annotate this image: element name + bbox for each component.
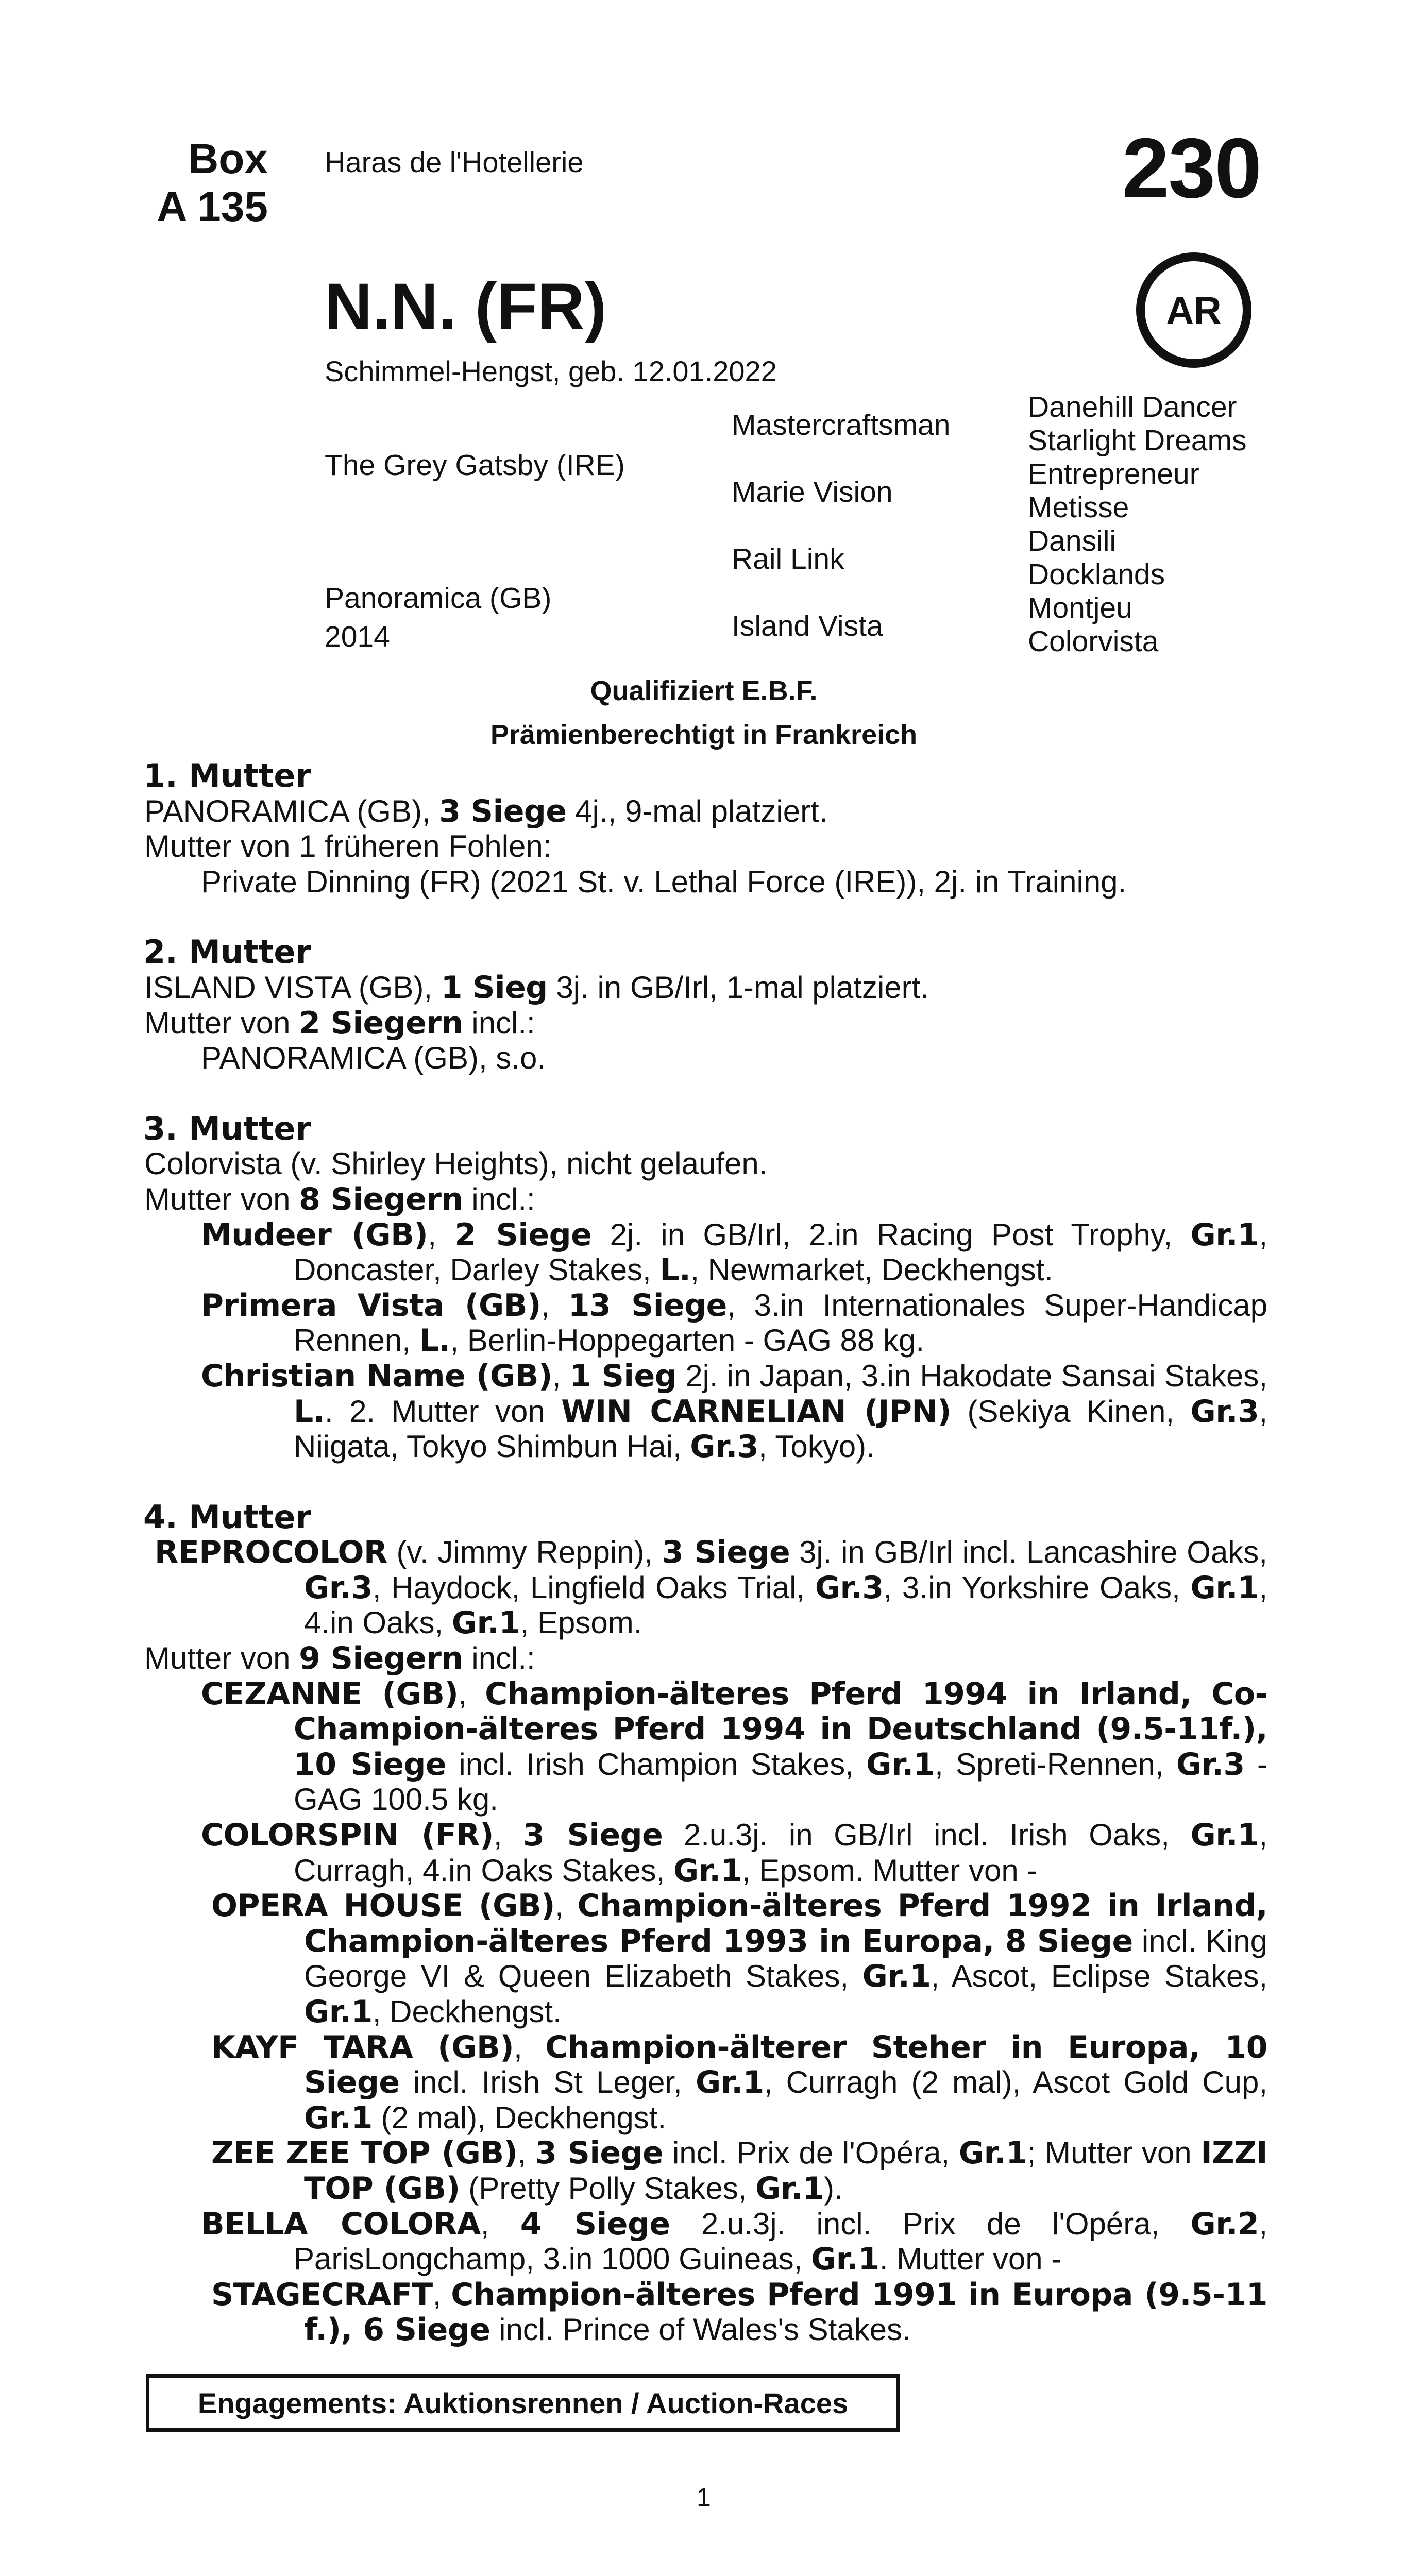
mutter-2-line: ISLAND VISTA (GB), 1 Sieg 3j. in GB/Irl, 1-mal platziert. xyxy=(144,969,929,1006)
pedigree-great-grandparent: Danehill Dancer xyxy=(1028,391,1237,423)
mutter-1-offspring: Private Dinning (FR) (2021 St. v. Lethal Force (IRE)), 2j. in Training. xyxy=(201,864,1127,899)
ar-badge-label: AR xyxy=(1166,289,1222,332)
pedigree-great-grandparent: Entrepreneur xyxy=(1028,457,1199,490)
mutter-4-offspring: BELLA COLORA, 4 Siege 2.u.3j. incl. Prix de l'Opéra, Gr.2, ParisLongchamp, 3.in 1000 Guineas, Gr.1. Mutter von - xyxy=(201,2206,1267,2278)
mutter-2-line: Mutter von 2 Siegern incl.: xyxy=(144,1005,535,1041)
mutter-4-offspring: COLORSPIN (FR), 3 Siege 2.u.3j. in GB/Irl incl. Irish Oaks, Gr.1, Curragh, 4.in Oaks Stakes, Gr.1, Epsom. Mutter von - xyxy=(201,1817,1267,1889)
mutter-4-grandoffspring: ZEE ZEE TOP (GB), 3 Siege incl. Prix de l'Opéra, Gr.1; Mutter von IZZI TOP (GB) (Pretty Polly Stakes, Gr.1). xyxy=(211,2135,1267,2207)
mutter-4-grandoffspring: STAGECRAFT, Champion-älteres Pferd 1991 in Europa (9.5-11 f.), 6 Siege incl. Prince of Wales's Stakes. xyxy=(211,2276,1268,2348)
pedigree-dam-year: 2014 xyxy=(325,620,390,653)
box-label: Box A 135 xyxy=(157,135,268,231)
pedigree-great-grandparents xyxy=(1028,391,1246,658)
pedigree-great-grandparent: Docklands xyxy=(1028,558,1165,591)
mutter-3-offspring: Primera Vista (GB), 13 Siege, 3.in Internationales Super-Handicap Rennen, L., Berlin-Hoppegarten - GAG 88 kg. xyxy=(201,1287,1268,1359)
qualification-ebf: Qualifiziert E.B.F. xyxy=(590,675,818,706)
pedigree-grandparent: Marie Vision xyxy=(732,476,893,509)
pedigree-great-grandparent: Dansili xyxy=(1028,524,1117,557)
pedigree-great-grandparent: Colorvista xyxy=(1028,625,1159,658)
section-heading-mutter-1: 1. Mutter xyxy=(143,757,312,794)
mutter-4-line: REPROCOLOR (v. Jimmy Reppin), 3 Siege 3j. in GB/Irl incl. Lancashire Oaks, Gr.3, Haydock, Lingfield Oaks Trial, Gr.3, 3.in Yorkshire Oaks, Gr.1, 4.in Oaks, Gr.1, Epsom. xyxy=(155,1534,1267,1641)
horse-name: N.N. (FR) xyxy=(325,270,607,344)
mutter-3-offspring: Christian Name (GB), 1 Sieg 2j. in Japan, 3.in Hakodate Sansai Stakes, L.. 2. Mutter von WIN CARNELIAN (JPN) (Sekiya Kinen, Gr.3, Niigata, Tokyo Shimbun Hai, Gr.3, Tokyo). xyxy=(201,1358,1268,1465)
mutter-3-line: Mutter von 8 Siegern incl.: xyxy=(144,1181,535,1217)
mutter-4-line: Mutter von 9 Siegern incl.: xyxy=(144,1640,535,1677)
pedigree-great-grandparent: Metisse xyxy=(1028,491,1129,524)
mutter-3-line: Colorvista (v. Shirley Heights), nicht gelaufen. xyxy=(144,1146,768,1181)
pedigree-grandparent: Mastercraftsman xyxy=(732,409,951,442)
consignor: Haras de l'Hotellerie xyxy=(325,146,584,178)
mutter-1-line: Mutter von 1 früheren Fohlen: xyxy=(144,829,552,864)
pedigree-great-grandparent: Starlight Dreams xyxy=(1028,424,1247,457)
mutter-4-grandoffspring: KAYF TARA (GB), Champion-älterer Steher in Europa, 10 Siege incl. Irish St Leger, Gr.1, Curragh (2 mal), Ascot Gold Cup, Gr.1 (2 mal), Deckhengst. xyxy=(211,2029,1267,2136)
dam-line-text xyxy=(144,758,1267,2348)
page-number: 1 xyxy=(697,2483,711,2512)
pedigree-grandparent: Rail Link xyxy=(732,543,844,575)
pedigree-great-grandparent: Montjeu xyxy=(1028,591,1132,624)
pedigree-dam: Panoramica (GB) xyxy=(325,582,552,615)
engagements-label: Engagements: Auktionsrennen / Auction-Races xyxy=(197,2386,849,2419)
pedigree-grandparent: Island Vista xyxy=(732,609,883,642)
section-heading-mutter-3: 3. Mutter xyxy=(143,1109,312,1147)
mutter-3-offspring: Mudeer (GB), 2 Siege 2j. in GB/Irl, 2.in Racing Post Trophy, Gr.1, Doncaster, Darley Stakes, L., Newmarket, Deckhengst. xyxy=(201,1216,1267,1289)
lot-number: 230 xyxy=(1122,121,1261,215)
engagements-box xyxy=(146,2374,900,2432)
mutter-4-grandoffspring: OPERA HOUSE (GB), Champion-älteres Pferd 1992 in Irland, Champion-älteres Pferd 1993 in Europa, 8 Siege incl. King George VI & Queen Elizabeth Stakes, Gr.1, Ascot, Eclipse Stakes, Gr.1, Deckhengst. xyxy=(211,1888,1267,2030)
qualification-france: Prämienberechtigt in Frankreich xyxy=(490,719,918,750)
mutter-1-line: PANORAMICA (GB), 3 Siege 4j., 9-mal platziert. xyxy=(144,793,828,829)
mutter-4-offspring: CEZANNE (GB), Champion-älteres Pferd 1994 in Irland, Co-Champion-älteres Pferd 1994 in Deutschland (9.5-11f.), 10 Siege incl. Irish Champion Stakes, Gr.1, Spreti-Rennen, Gr.3 - GAG 100.5 kg. xyxy=(201,1675,1267,1817)
section-heading-mutter-4: 4. Mutter xyxy=(143,1498,312,1536)
section-heading-mutter-2: 2. Mutter xyxy=(143,933,312,971)
horse-description: Schimmel-Hengst, geb. 12.01.2022 xyxy=(325,355,777,387)
mutter-2-offspring: PANORAMICA (GB), s.o. xyxy=(201,1041,546,1076)
ar-badge xyxy=(1136,252,1251,368)
pedigree-sire: The Grey Gatsby (IRE) xyxy=(325,449,625,482)
